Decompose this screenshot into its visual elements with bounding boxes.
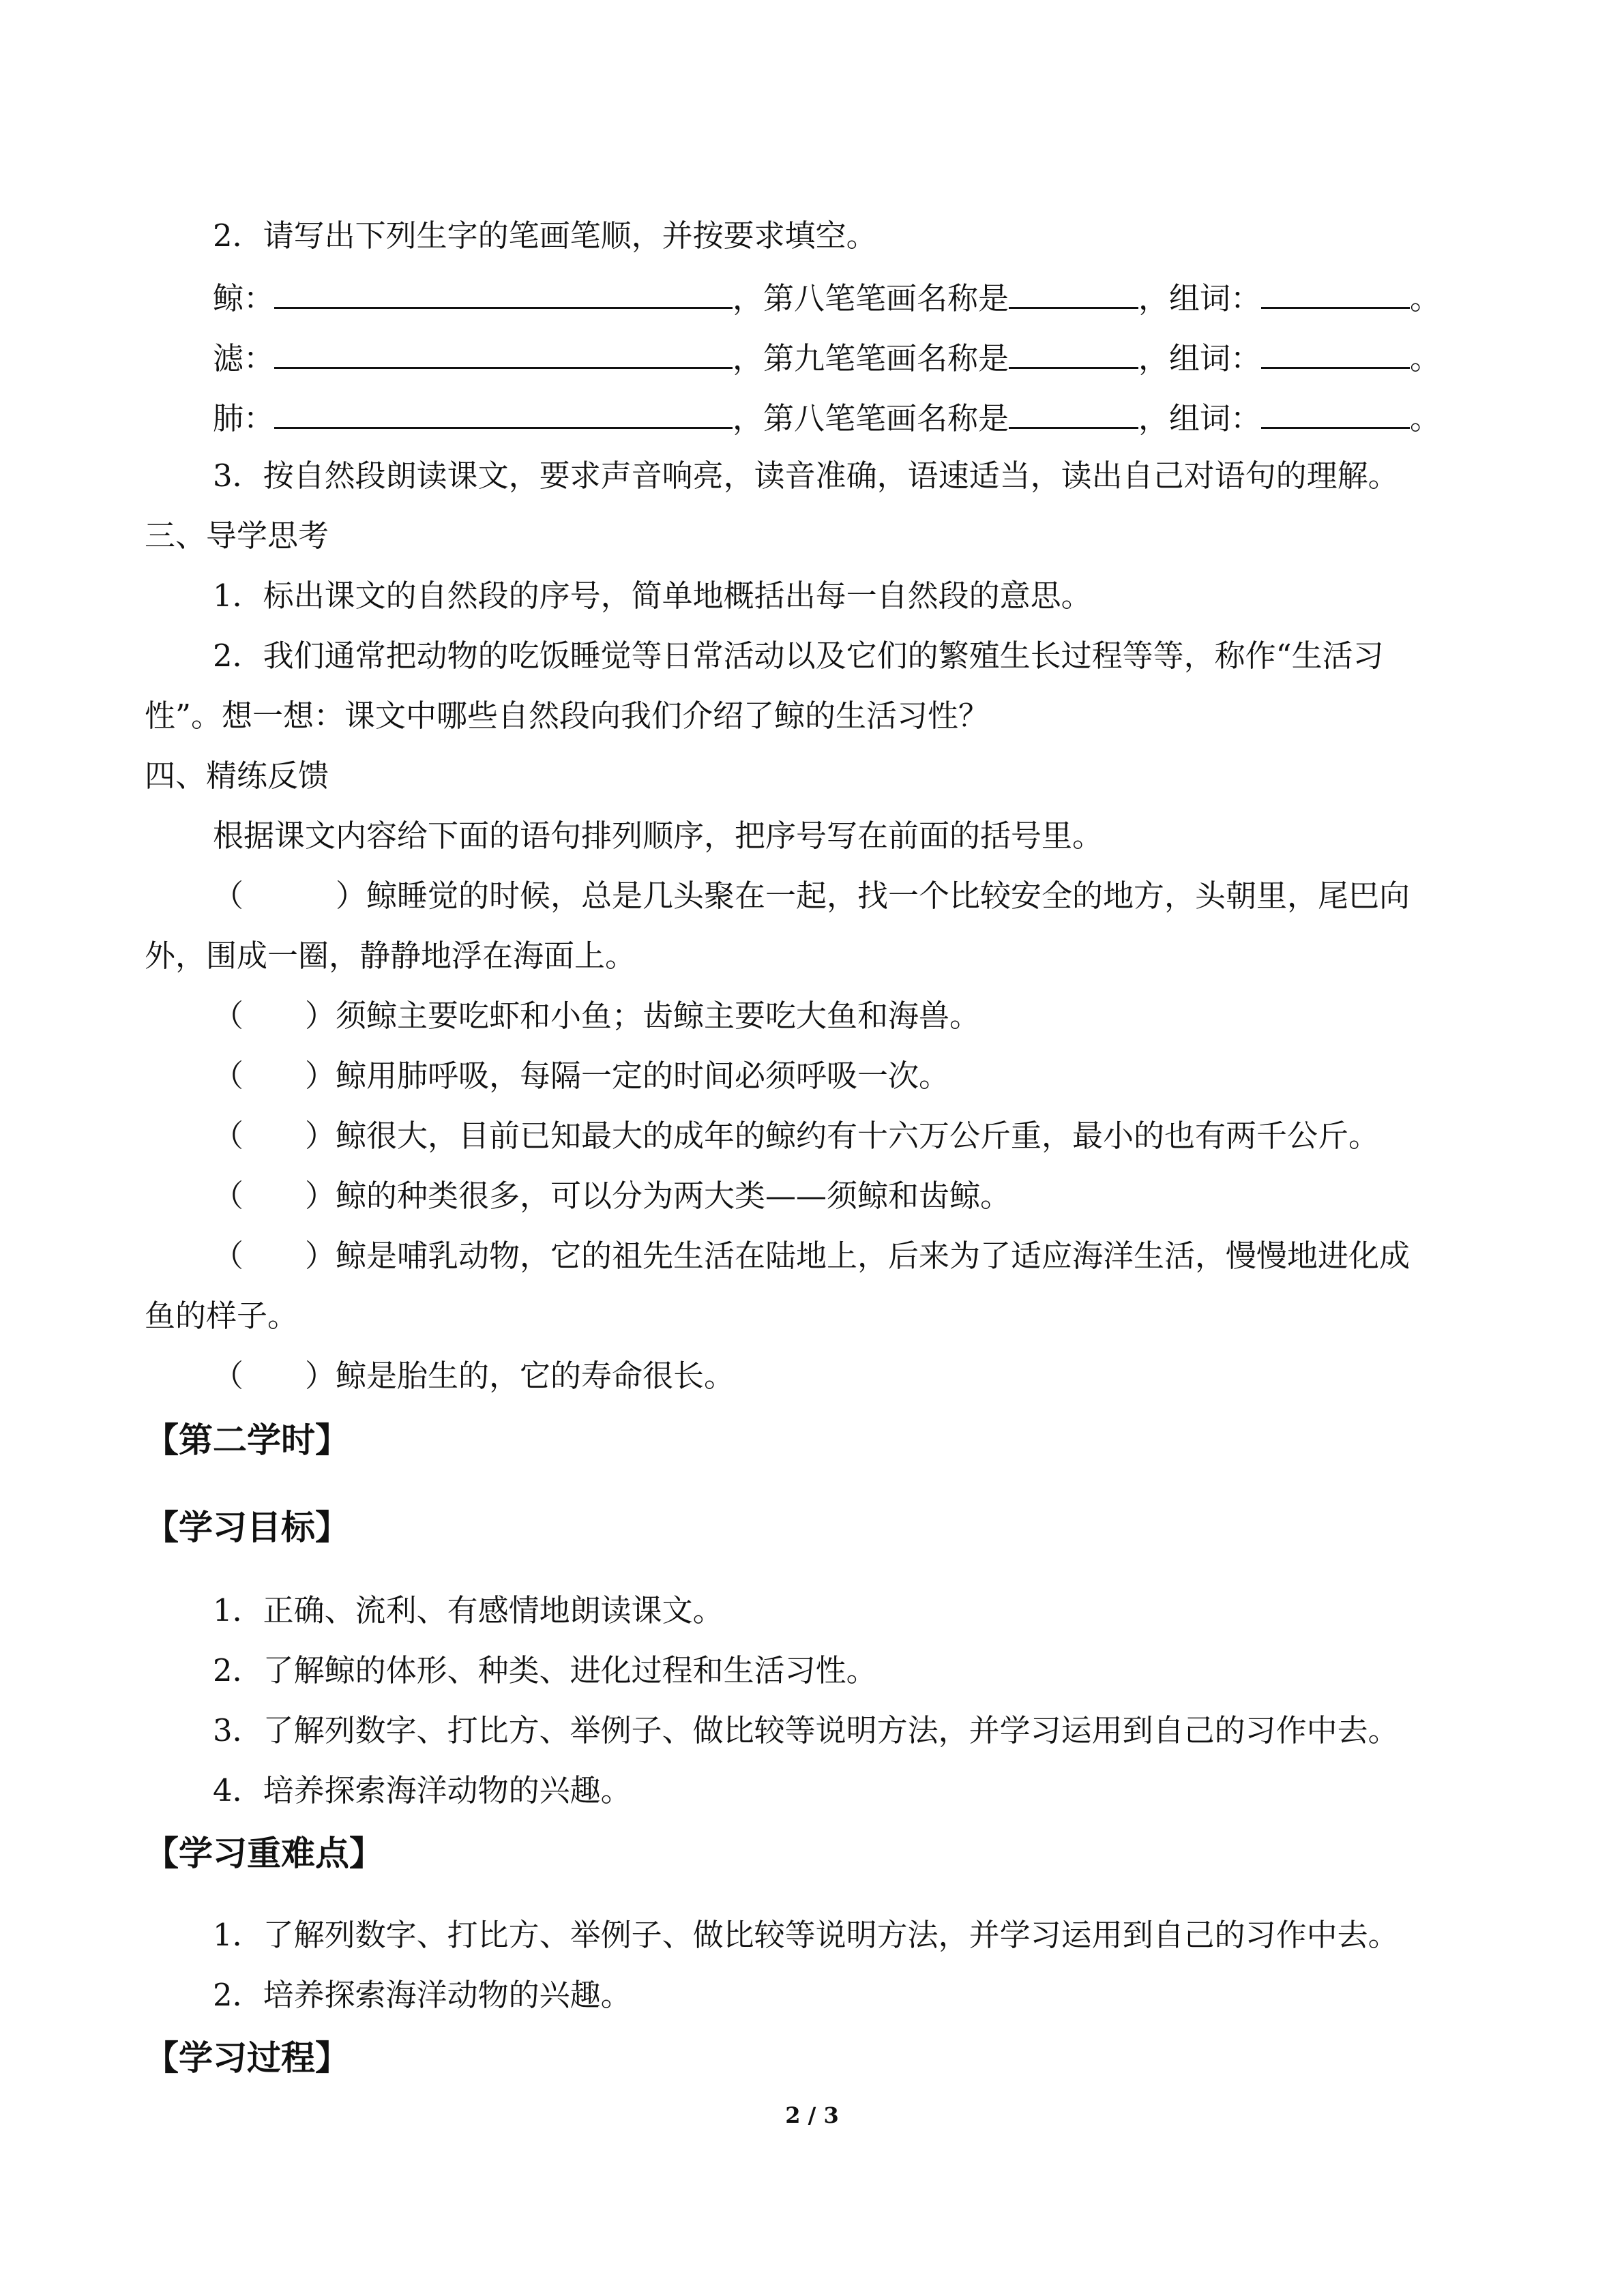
key-point-1: 1．了解列数字、打比方、举例子、做比较等说明方法，并学习运用到自己的习作中去。 (213, 1917, 1399, 1953)
q2-row-char: 鲸： (213, 280, 275, 316)
sentence-6-line2: 鱼的样子。 (145, 1298, 299, 1334)
sentence-4: （ ）鲸很大，目前已知最大的成年的鲸约有十六万公斤重，最小的也有两千公斤。 (213, 1118, 1380, 1154)
key-points-title: 【学习重难点】 (145, 1834, 383, 1873)
q2-row-fei (213, 397, 1441, 438)
sentence-2: （ ）须鲸主要吃虾和小鱼；齿鲸主要吃大鱼和海兽。 (213, 998, 981, 1034)
word-blank[interactable] (1261, 397, 1410, 429)
q2-row-end: 。 (1410, 400, 1441, 436)
sentence-1-line2: 外，围成一圈，静静地浮在海面上。 (145, 938, 636, 974)
q2-row-char: 肺： (213, 400, 275, 436)
process-title: 【学习过程】 (145, 2038, 349, 2078)
q2-row-word: ，组词： (1138, 280, 1262, 316)
stroke-order-blank[interactable] (274, 337, 733, 369)
stroke-order-blank[interactable] (274, 277, 733, 309)
stroke-name-blank[interactable] (1009, 397, 1138, 429)
sentence-7: （ ）鲸是胎生的，它的寿命很长。 (213, 1358, 735, 1394)
q2-row-lv (213, 337, 1441, 378)
q2-row-mid: ，第九笔笔画名称是 (733, 340, 1009, 376)
q2-row-end: 。 (1410, 280, 1441, 316)
goals-title: 【学习目标】 (145, 1508, 349, 1547)
sentence-3: （ ）鲸用肺呼吸，每隔一定的时间必须呼吸一次。 (213, 1058, 950, 1094)
page-number: 2 / 3 (785, 2102, 839, 2128)
section3-title: 三、导学思考 (145, 518, 329, 554)
q2-row-mid: ，第八笔笔画名称是 (733, 400, 1009, 436)
q2-row-mid: ，第八笔笔画名称是 (733, 280, 1009, 316)
stroke-name-blank[interactable] (1009, 337, 1138, 369)
q2-row-word: ，组词： (1138, 400, 1262, 436)
word-blank[interactable] (1261, 277, 1410, 309)
q2-row-word: ，组词： (1138, 340, 1262, 376)
q2-row-char: 滤： (213, 340, 275, 376)
word-blank[interactable] (1261, 337, 1410, 369)
q2-row-jing (213, 277, 1441, 318)
goal-1: 1．正确、流利、有感情地朗读课文。 (213, 1592, 724, 1628)
sentence-5: （ ）鲸的种类很多，可以分为两大类——须鲸和齿鲸。 (213, 1178, 1012, 1214)
stroke-order-blank[interactable] (274, 397, 733, 429)
section4-intro: 根据课文内容给下面的语句排列顺序，把序号写在前面的括号里。 (213, 818, 1104, 854)
section4-title: 四、精练反馈 (145, 758, 329, 794)
goal-3: 3．了解列数字、打比方、举例子、做比较等说明方法，并学习运用到自己的习作中去。 (213, 1712, 1399, 1748)
section3-item1: 1．标出课文的自然段的序号，简单地概括出每一自然段的意思。 (213, 578, 1092, 614)
goal-4: 4．培养探索海洋动物的兴趣。 (213, 1772, 632, 1808)
section3-item2-line2: 性”。想一想：课文中哪些自然段向我们介绍了鲸的生活习性？ (145, 698, 990, 734)
sentence-6-line1: （ ）鲸是哺乳动物，它的祖先生活在陆地上，后来为了适应海洋生活，慢慢地进化成 (213, 1238, 1411, 1274)
q2-row-end: 。 (1410, 340, 1441, 376)
sentence-1-line1: （ ）鲸睡觉的时候，总是几头聚在一起，找一个比较安全的地方，头朝里，尾巴向 (213, 878, 1411, 914)
q3-text: 3．按自然段朗读课文，要求声音响亮，读音准确，语速适当，读出自己对语句的理解。 (213, 458, 1399, 494)
key-point-2: 2．培养探索海洋动物的兴趣。 (213, 1977, 632, 2013)
q2-instruction: 2．请写出下列生字的笔画笔顺，并按要求填空。 (213, 218, 877, 254)
goal-2: 2．了解鲸的体形、种类、进化过程和生活习性。 (213, 1652, 877, 1688)
section3-item2-line1: 2．我们通常把动物的吃饭睡觉等日常活动以及它们的繁殖生长过程等等，称作“生活习 (213, 638, 1384, 674)
lesson2-title: 【第二学时】 (145, 1420, 349, 1460)
stroke-name-blank[interactable] (1009, 277, 1138, 309)
